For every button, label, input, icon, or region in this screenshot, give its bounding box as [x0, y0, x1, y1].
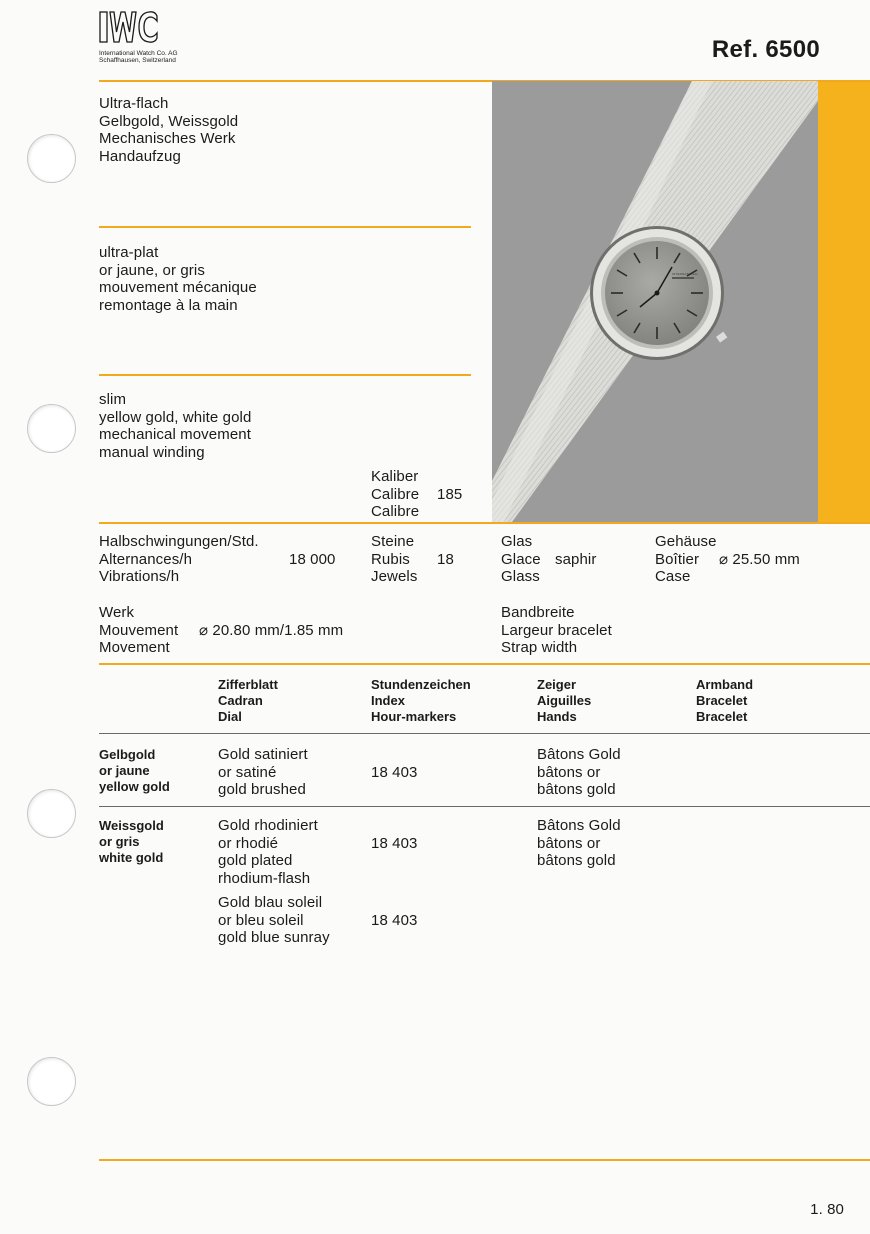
description-line: remontage à la main: [99, 297, 238, 315]
spec-label: Case: [655, 568, 691, 586]
description-line: yellow gold, white gold: [99, 408, 252, 426]
description-french: [99, 244, 257, 315]
hands-line: bâtons gold: [537, 781, 616, 799]
header-line: Hands: [537, 709, 577, 725]
spec-label: Mouvement: [99, 621, 179, 639]
row-hands: [537, 817, 621, 870]
row-dial: [218, 894, 330, 947]
case-value: ⌀ 25.50 mm: [719, 551, 800, 568]
spec-label: Calibre: [371, 485, 420, 503]
yellow-tab: [818, 81, 870, 522]
spec-label: Boîtier: [655, 550, 700, 568]
header-line: Bracelet: [696, 693, 748, 709]
material-line: Weissgold: [99, 818, 164, 833]
header-line: Dial: [218, 709, 242, 725]
material-line: or gris: [99, 834, 140, 850]
description-german: [99, 95, 238, 166]
header-line: Bracelet: [696, 709, 748, 725]
jewels-value: 18: [437, 551, 454, 568]
binder-hole: [27, 404, 76, 453]
spec-label: Gehäuse: [655, 533, 717, 550]
dial-line: Gold blau soleil: [218, 894, 323, 911]
header-line: Zeiger: [537, 677, 577, 692]
material-line: white gold: [99, 850, 164, 866]
header-line: Cadran: [218, 693, 263, 709]
spec-label: Glas: [501, 533, 533, 550]
iwc-logo: [99, 10, 189, 64]
table-row-rule: [99, 806, 870, 807]
section-rule: [99, 226, 471, 228]
spec-label: Steine: [371, 533, 415, 550]
spec-label: Glace: [501, 550, 541, 568]
iwc-logo-mark: [99, 10, 159, 44]
movement-value: ⌀ 20.80 mm/1.85 mm: [199, 622, 344, 639]
watch-photo: [492, 81, 818, 522]
hands-line: bâtons or: [537, 834, 601, 852]
row-markers: 18 403: [371, 835, 418, 852]
row-markers: 18 403: [371, 764, 418, 781]
header-bracelet: [696, 677, 753, 726]
header-dial: [218, 677, 278, 726]
description-line: manual winding: [99, 444, 205, 462]
spec-label: Alternances/h: [99, 550, 193, 568]
description-line: mechanical movement: [99, 426, 251, 444]
description-line: slim: [99, 391, 127, 408]
spec-label: Vibrations/h: [99, 568, 180, 586]
description-line: Handaufzug: [99, 148, 181, 166]
spec-label: Halbschwingungen/Std.: [99, 533, 259, 550]
header-line: Armband: [696, 677, 754, 692]
description-line: Gelbgold, Weissgold: [99, 112, 239, 130]
header-line: Aiguilles: [537, 693, 592, 709]
spec-label: Rubis: [371, 550, 410, 568]
spec-label: Jewels: [371, 568, 418, 586]
dial-line: gold plated: [218, 852, 293, 870]
row-markers: 18 403: [371, 912, 418, 929]
ref-title: Ref. 6500: [711, 36, 820, 63]
spec-label: Kaliber: [371, 468, 419, 485]
binder-hole: [27, 1057, 76, 1106]
hands-line: Bâtons Gold: [537, 746, 621, 763]
movement-labels: [99, 604, 178, 657]
description-english: [99, 391, 251, 462]
hands-line: Bâtons Gold: [537, 817, 621, 834]
spec-label: Calibre: [371, 503, 420, 521]
dial-line: Gold rhodiniert: [218, 817, 318, 834]
calibre-labels: [371, 468, 419, 521]
spec-label: Largeur bracelet: [501, 621, 612, 639]
hands-line: bâtons or: [537, 763, 601, 781]
header-markers: [371, 677, 471, 726]
case-labels: [655, 533, 717, 586]
material-line: Gelbgold: [99, 747, 156, 762]
spec-label: Movement: [99, 639, 170, 657]
vibrations-value: 18 000: [289, 551, 336, 568]
dial-line: gold blue sunray: [218, 929, 330, 947]
bottom-rule: [99, 1159, 870, 1161]
dial-line: gold brushed: [218, 781, 306, 799]
glass-value: saphir: [555, 551, 597, 568]
description-line: or jaune, or gris: [99, 261, 205, 279]
header-line: Stundenzeichen: [371, 677, 471, 692]
description-line: mouvement mécanique: [99, 279, 257, 297]
header-line: Hour-markers: [371, 709, 457, 725]
strap-width-labels: [501, 604, 612, 657]
dial-brand: INTERNATIONAL: [672, 272, 699, 276]
dial-line: or satiné: [218, 763, 277, 781]
row-material: [99, 747, 170, 796]
hands-line: bâtons gold: [537, 852, 616, 870]
calibre-value: 185: [437, 486, 463, 503]
material-line: or jaune: [99, 763, 150, 779]
spec-label: Werk: [99, 604, 135, 621]
glass-labels: [501, 533, 541, 586]
spec-label: Glass: [501, 568, 540, 586]
header-hands: [537, 677, 591, 726]
header-line: Zifferblatt: [218, 677, 278, 692]
description-line: ultra-plat: [99, 244, 159, 261]
table-header-rule: [99, 733, 870, 734]
row-dial: [218, 817, 318, 888]
specs-rule: [99, 522, 870, 524]
description-line: Ultra-flach: [99, 95, 169, 112]
dial-line: or rhodié: [218, 834, 279, 852]
spec-label: Bandbreite: [501, 604, 575, 621]
header-line: Index: [371, 693, 405, 709]
dial-line: Gold satiniert: [218, 746, 308, 763]
row-material: [99, 818, 164, 867]
dial-line: rhodium-flash: [218, 870, 311, 888]
binder-hole: [27, 134, 76, 183]
company-line-1: International Watch Co. AG: [99, 50, 178, 57]
row-hands: [537, 746, 621, 799]
page-number: 1. 80: [810, 1201, 844, 1218]
dial-line: or bleu soleil: [218, 911, 304, 929]
company-line-2: Schaffhausen, Switzerland: [99, 57, 176, 64]
jewels-labels: [371, 533, 417, 586]
table-top-rule: [99, 663, 870, 665]
vibrations-labels: [99, 533, 259, 586]
binder-hole: [27, 789, 76, 838]
spec-label: Strap width: [501, 639, 578, 657]
description-line: Mechanisches Werk: [99, 130, 236, 148]
material-line: yellow gold: [99, 779, 170, 795]
section-rule: [99, 374, 471, 376]
row-dial: [218, 746, 308, 799]
